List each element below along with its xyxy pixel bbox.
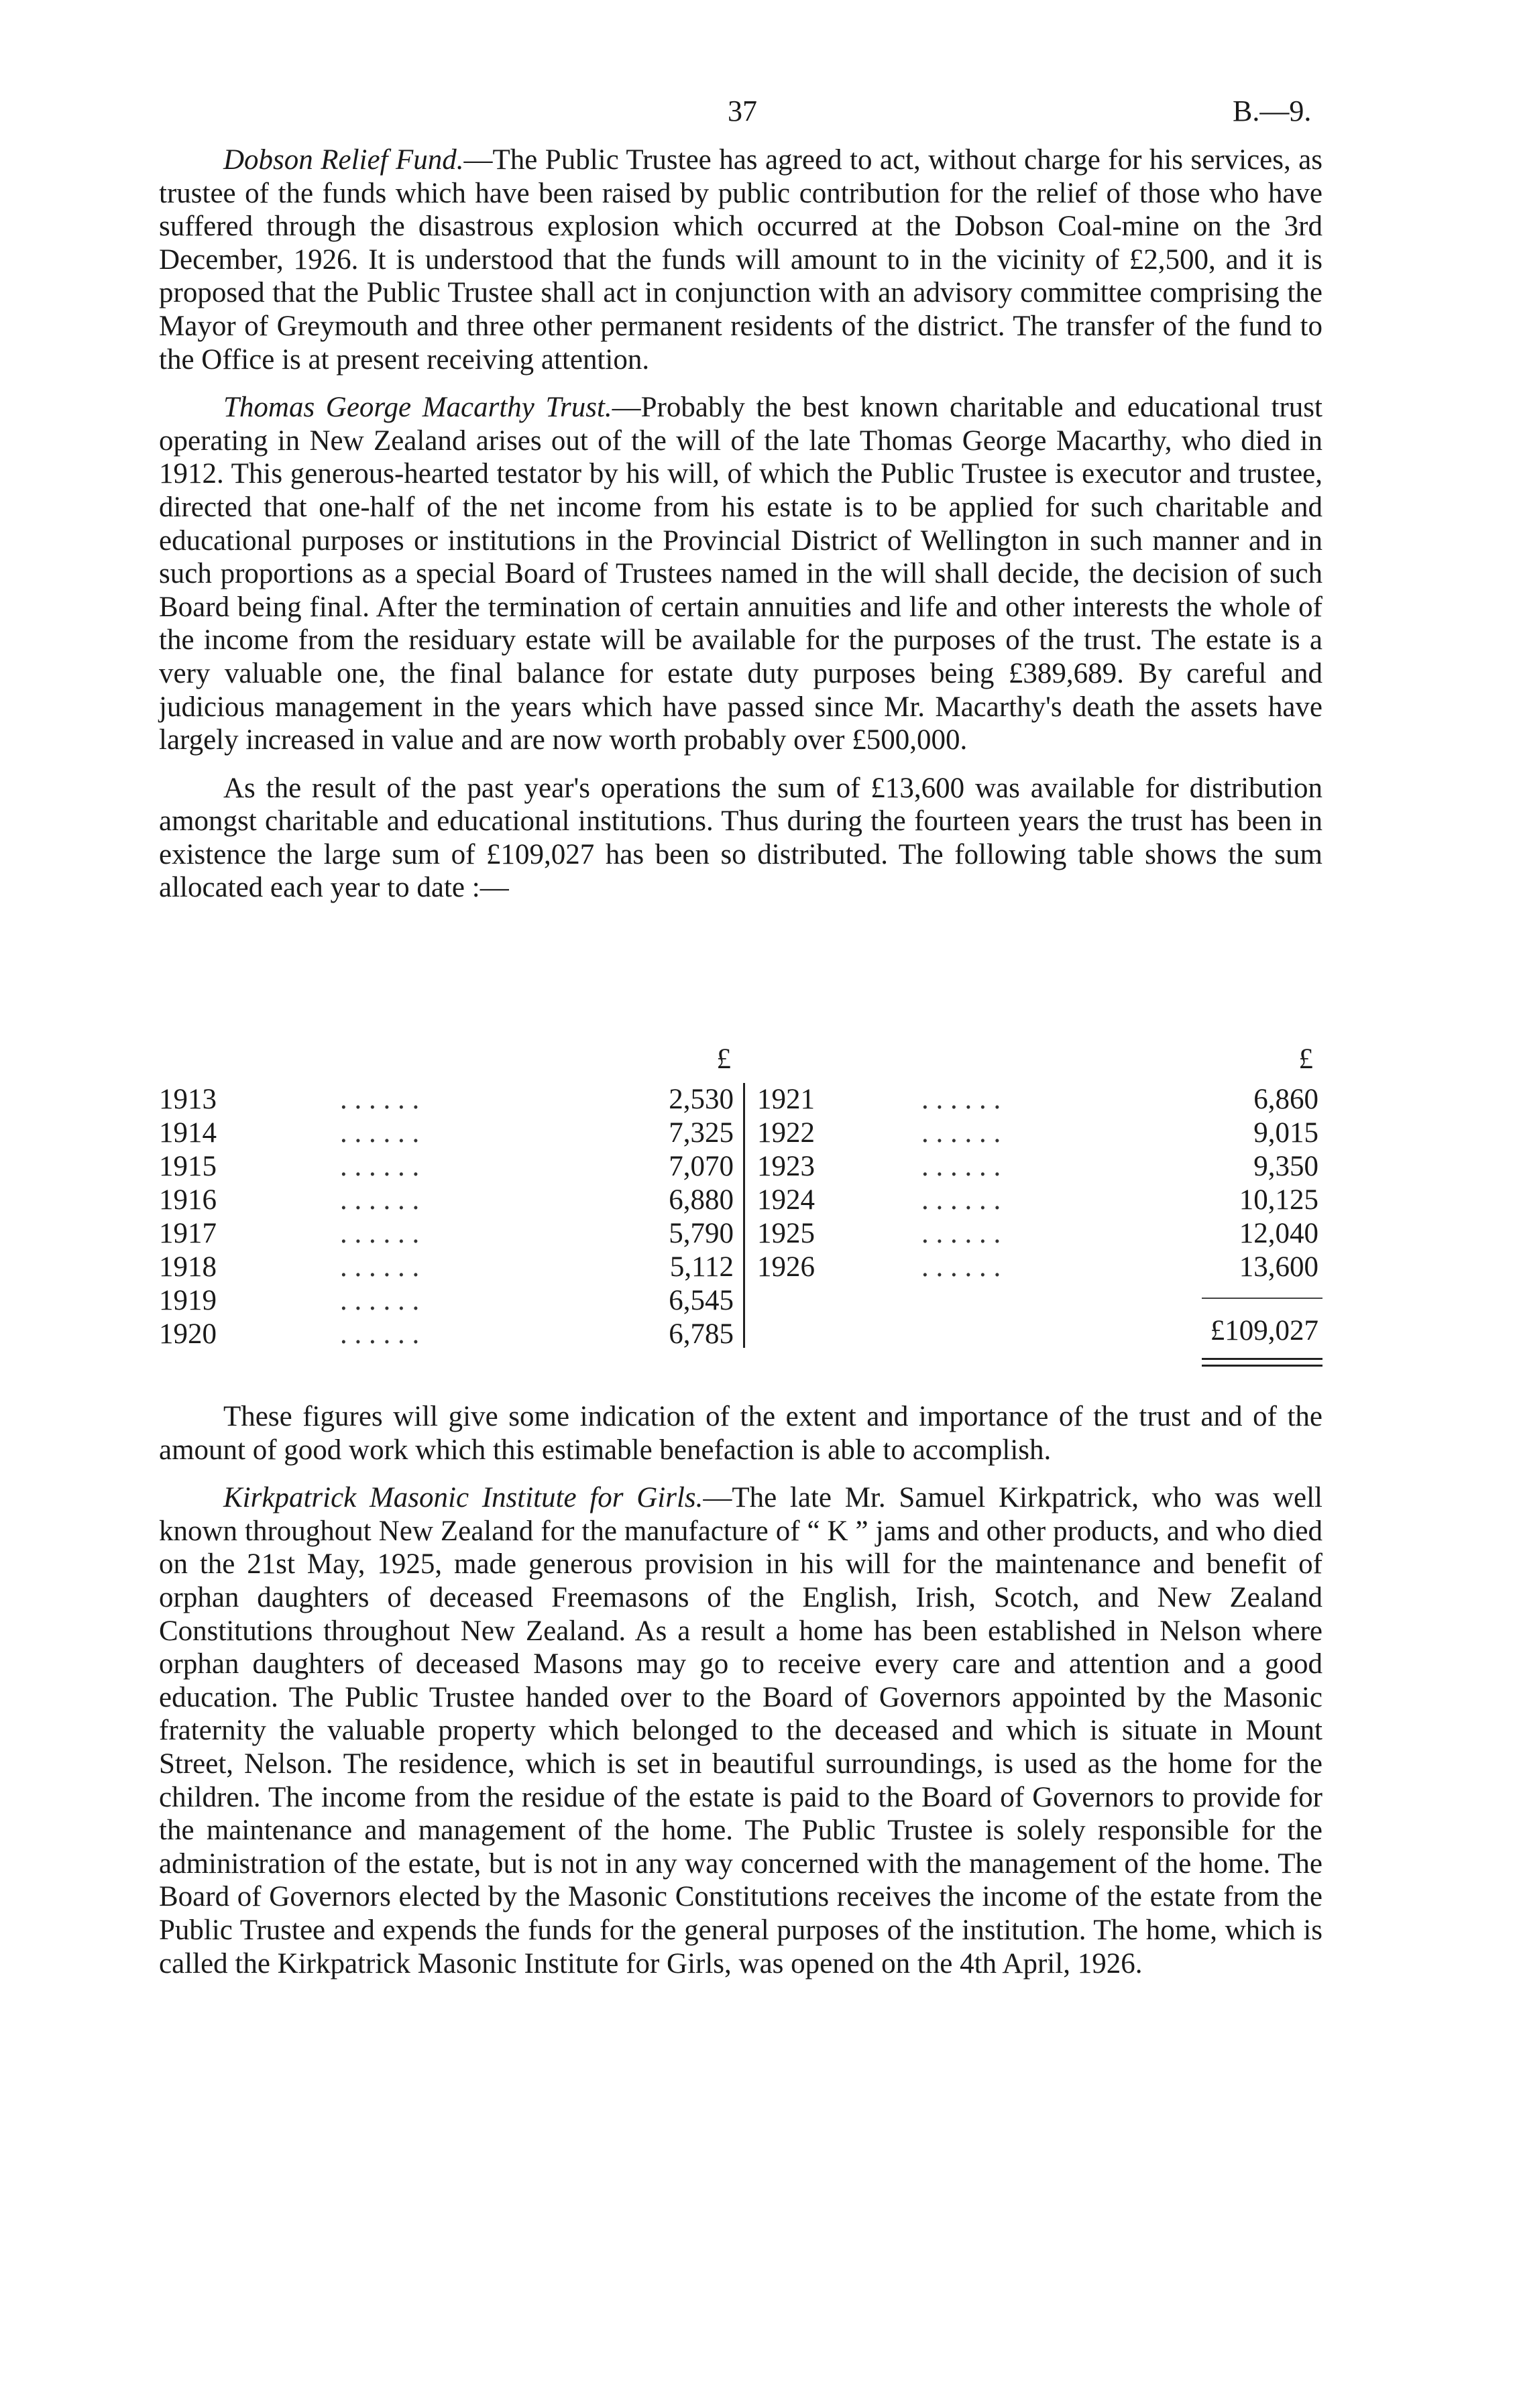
dot-leader: . . . . . . xyxy=(921,1151,1001,1182)
amount-cell: 5,790 xyxy=(669,1218,734,1249)
year-cell: 1921 xyxy=(757,1084,815,1115)
table-row xyxy=(159,1251,738,1284)
table-row xyxy=(159,1217,738,1251)
dot-leader: . . . . . . xyxy=(340,1318,420,1350)
amount-cell: 7,325 xyxy=(669,1117,734,1149)
amount-cell: 2,530 xyxy=(669,1084,734,1115)
amount-cell: 13,600 xyxy=(1239,1251,1318,1283)
table-row xyxy=(159,1150,738,1184)
dot-leader: . . . . . . xyxy=(921,1084,1001,1115)
year-cell: 1915 xyxy=(159,1151,217,1182)
year-cell: 1916 xyxy=(159,1184,217,1216)
year-cell: 1925 xyxy=(757,1218,815,1249)
paragraph-distribution: As the result of the past year's operations the sum of £13,600 was available for distribution amongst charitable and educational institutions. Thus during the fourteen years the trust has been in existence the large sum of £109,027 has been so distributed. The following table shows the sum allocated each year to date :— xyxy=(159,772,1322,904)
dot-leader: . . . . . . xyxy=(340,1218,420,1249)
run-in-heading-kirkpatrick: Kirkpatrick Masonic Institute for Girls. xyxy=(223,1482,703,1514)
amount-cell: 9,350 xyxy=(1253,1151,1318,1182)
total-double-rule-upper xyxy=(1202,1358,1322,1360)
table-row xyxy=(757,1083,1322,1116)
page-header xyxy=(0,94,1521,141)
year-cell: 1923 xyxy=(757,1151,815,1182)
dot-leader: . . . . . . xyxy=(340,1151,420,1182)
dot-leader: . . . . . . xyxy=(340,1184,420,1216)
currency-header-right: £ xyxy=(1298,1043,1313,1075)
paragraph-text-dobson: —The Public Trustee has agreed to act, without charge for his services, as trustee of the funds which have been raised by public contribution for the relief of those who have suffered through the disastrous explosion which occurred at the Dobson Coal-mine on the 3rd December, 1926. It is understood that the funds will amount to in the vicinity of £2,500, and it is proposed that the Public Trustee shall act in conjunction with an advisory committee comprising the Mayor of Greymouth and three other permanent residents of the district. The transfer of the fund to the Office is at present receiving attention. xyxy=(159,144,1322,376)
allocation-table xyxy=(159,1043,1322,1378)
table-row xyxy=(757,1251,1322,1284)
amount-cell: 6,785 xyxy=(669,1318,734,1350)
table-row xyxy=(757,1217,1322,1251)
table-row xyxy=(159,1284,738,1318)
dot-leader: . . . . . . xyxy=(340,1084,420,1115)
dot-leader: . . . . . . xyxy=(340,1285,420,1316)
run-in-heading-dobson: Dobson Relief Fund. xyxy=(223,144,464,176)
amount-cell: 6,545 xyxy=(669,1285,734,1316)
dot-leader: . . . . . . xyxy=(340,1117,420,1149)
paragraph-kirkpatrick-institute xyxy=(159,1481,1322,1980)
subtotal-rule xyxy=(1202,1298,1322,1299)
text-block-lower xyxy=(159,1400,1322,1995)
table-row xyxy=(159,1318,738,1351)
table-row xyxy=(159,1116,738,1150)
year-cell: 1914 xyxy=(159,1117,217,1149)
year-cell: 1926 xyxy=(757,1251,815,1283)
paragraph-dobson-relief-fund xyxy=(159,144,1322,376)
dot-leader: . . . . . . xyxy=(340,1251,420,1283)
year-cell: 1917 xyxy=(159,1218,217,1249)
amount-cell: 5,112 xyxy=(669,1251,734,1283)
table-row xyxy=(757,1116,1322,1150)
dot-leader: . . . . . . xyxy=(921,1117,1001,1149)
table-row xyxy=(757,1150,1322,1184)
text-block-upper xyxy=(159,144,1322,919)
run-in-heading-macarthy: Thomas George Macarthy Trust. xyxy=(223,392,612,424)
paragraph-macarthy-trust xyxy=(159,391,1322,757)
column-divider xyxy=(743,1083,745,1348)
dot-leader: . . . . . . xyxy=(921,1218,1001,1249)
total-double-rule-lower xyxy=(1202,1365,1322,1367)
year-cell: 1924 xyxy=(757,1184,815,1216)
series-reference: B.—9. xyxy=(1233,95,1312,127)
year-cell: 1920 xyxy=(159,1318,217,1350)
currency-header-left: £ xyxy=(716,1043,731,1075)
paragraph-indication: These figures will give some indication of the extent and importance of the trust and of the amount of good work which this estimable benefaction is able to accomplish. xyxy=(159,1401,1322,1466)
year-cell: 1913 xyxy=(159,1084,217,1115)
table-row xyxy=(159,1184,738,1217)
amount-cell: 12,040 xyxy=(1239,1218,1318,1249)
paragraph-text-kirkpatrick: —The late Mr. Samuel Kirkpatrick, who was well known throughout New Zealand for the manufacture of “ K ” jams and other products, and who died on the 21st May, 1925, made generous provision in his will for the maintenance and benefit of orphan daughters of deceased Freemasons of the English, Irish, Scotch, and New Zealand Constitutions throughout New Zealand. As a result a home has been established in Nelson where orphan daughters of deceased Masons may go to receive every care and attention and a good education. The Public Trustee handed over to the Board of Governors appointed by the Masonic fraternity the valuable property which belonged to the deceased and which is situate in Mount Street, Nelson. The residence, which is set in beautiful surroundings, is used as the home for the children. The income from the residue of the estate is paid to the Board of Governors to provide for the maintenance and management of the home. The Public Trustee is solely responsible for the administration of the estate, but is not in any way concerned with the management of the home. The Board of Governors elected by the Masonic Constitutions receives the income of the estate from the Public Trustee and expends the funds for the general purposes of the institution. The home, which is called the Kirkpatrick Masonic Institute for Girls, was opened on the 4th April, 1926. xyxy=(159,1482,1322,1980)
dot-leader: . . . . . . xyxy=(921,1251,1001,1283)
amount-cell: 9,015 xyxy=(1253,1117,1318,1149)
table-row xyxy=(159,1083,738,1116)
year-cell: 1919 xyxy=(159,1285,217,1316)
table-row xyxy=(757,1184,1322,1217)
total-amount: £109,027 xyxy=(1210,1315,1318,1346)
amount-cell: 6,860 xyxy=(1253,1084,1318,1115)
dot-leader: . . . . . . xyxy=(921,1184,1001,1216)
amount-cell: 10,125 xyxy=(1239,1184,1318,1216)
amount-cell: 7,070 xyxy=(669,1151,734,1182)
year-cell: 1918 xyxy=(159,1251,217,1283)
paragraph-text-macarthy: —Probably the best known charitable and educational trust operating in New Zealand arises out of the will of the late Thomas George Macarthy, who died in 1912. This generous-hearted testator by his will, of which the Public Trustee is executor and trustee, directed that one-half of the net income from his estate is to be applied for such charitable and educational purposes or institutions in the Provincial District of Wellington in such manner and in such proportions as a special Board of Trustees named in the will shall decide, the decision of such Board being final. After the termination of certain annuities and life and other interests the whole of the income from the residuary estate will be available for the purposes of the trust. The estate is a very valuable one, the final balance for estate duty purposes being £389,689. By careful and judicious management in the years which have passed since Mr. Macarthy's death the assets have largely increased in value and are now worth probably over £500,000. xyxy=(159,392,1322,756)
year-cell: 1922 xyxy=(757,1117,815,1149)
amount-cell: 6,880 xyxy=(669,1184,734,1216)
page-number: 37 xyxy=(728,95,757,127)
